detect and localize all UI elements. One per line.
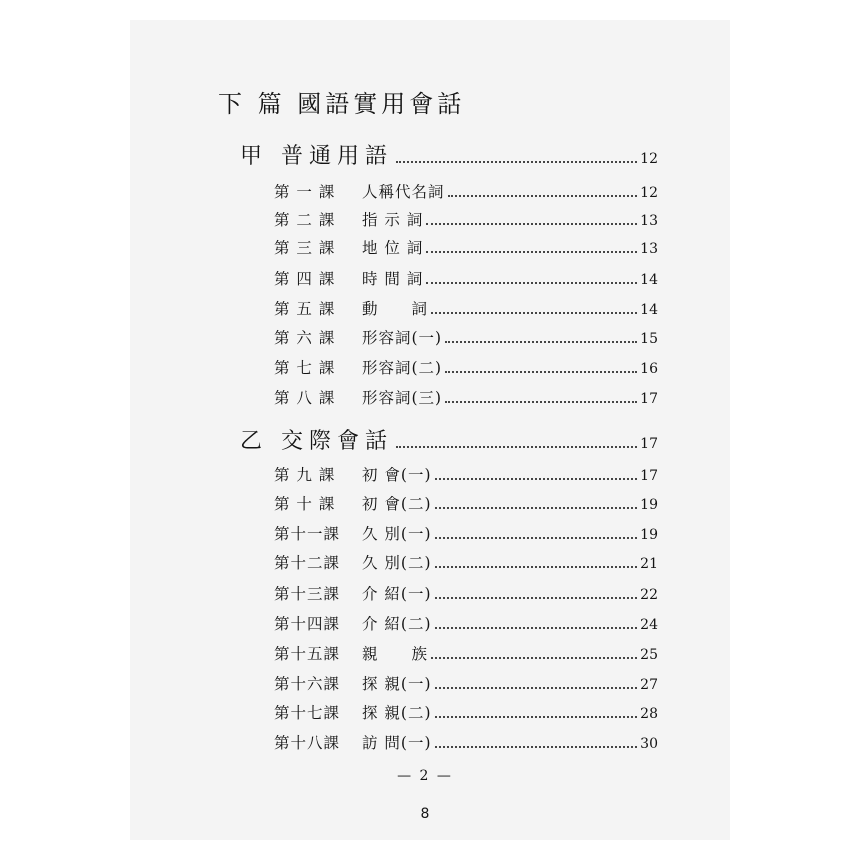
dot-leader [435, 746, 638, 748]
lesson-title: 時 間 詞 [362, 270, 424, 288]
lesson-number: 第 八 課 [274, 389, 336, 407]
lesson-number: 第 五 課 [274, 300, 336, 318]
page-number: 28 [640, 706, 658, 722]
lesson-number: 第十二課 [274, 554, 341, 572]
toc-lesson [274, 326, 658, 348]
toc-lesson [274, 208, 658, 230]
lesson-title: 久 別(一) [362, 525, 432, 543]
page-number: 13 [640, 241, 658, 257]
footer-page-number: — 2 — [397, 768, 453, 784]
lesson-number: 第 七 課 [274, 359, 336, 377]
dot-leader [435, 627, 638, 629]
page-number: 15 [640, 331, 658, 347]
page-number: 27 [640, 677, 658, 693]
toc-lesson [274, 642, 658, 664]
page-number: 25 [640, 647, 658, 663]
lesson-title: 形容詞(二) [362, 359, 443, 377]
dot-leader [396, 161, 637, 163]
page-number: 19 [640, 527, 658, 543]
dot-leader [445, 371, 637, 373]
dot-leader [426, 223, 637, 225]
page-number: 24 [640, 617, 658, 633]
dot-leader [435, 478, 638, 480]
scan-page-number: 8 [420, 806, 430, 822]
lesson-title: 形容詞(三) [362, 389, 443, 407]
toc-lesson [274, 582, 658, 604]
lesson-title: 久 別(二) [362, 554, 432, 572]
lesson-number: 第 六 課 [274, 329, 336, 347]
page-number: 17 [640, 436, 658, 452]
lesson-title: 介 紹(二) [362, 615, 432, 633]
page-number: 17 [640, 468, 658, 484]
toc-lesson [274, 522, 658, 544]
dot-leader [431, 312, 637, 314]
dot-leader [435, 716, 638, 718]
lesson-number: 第十三課 [274, 585, 341, 603]
toc-lesson [274, 386, 658, 408]
lesson-title: 指 示 詞 [362, 211, 424, 229]
toc-lesson [274, 551, 658, 573]
lesson-number: 第十六課 [274, 675, 341, 693]
dot-leader [396, 446, 637, 448]
section-title: 甲 普通用語 [240, 144, 393, 169]
toc-section [240, 424, 658, 455]
lesson-number: 第 九 課 [274, 466, 336, 484]
lesson-title: 初 會(二) [362, 495, 432, 513]
lesson-number: 第 四 課 [274, 270, 336, 288]
dot-leader [445, 401, 637, 403]
lesson-title: 探 親(一) [362, 675, 432, 693]
page-number: 21 [640, 556, 658, 572]
toc-lesson [274, 672, 658, 694]
lesson-number: 第十五課 [274, 645, 341, 663]
lesson-number: 第 二 課 [274, 211, 336, 229]
toc-section [240, 139, 658, 170]
dot-leader [431, 657, 637, 659]
dot-leader [435, 597, 638, 599]
lesson-title: 初 會(一) [362, 466, 432, 484]
lesson-number: 第 十 課 [274, 495, 336, 513]
lesson-title: 親 族 [362, 645, 429, 663]
page-number: 12 [640, 151, 658, 167]
toc-lesson [274, 701, 658, 723]
lesson-number: 第 三 課 [274, 239, 336, 257]
page-title: 下 篇 國語實用會話 [218, 90, 466, 118]
lesson-number: 第十一課 [274, 525, 341, 543]
dot-leader [435, 687, 638, 689]
dot-leader [448, 195, 638, 197]
lesson-number: 第十四課 [274, 615, 341, 633]
toc-lesson [274, 731, 658, 753]
toc-lesson [274, 492, 658, 514]
dot-leader [435, 507, 638, 509]
page-number: 30 [640, 736, 658, 752]
page-number: 19 [640, 497, 658, 513]
page-number: 16 [640, 361, 658, 377]
toc-lesson [274, 612, 658, 634]
dot-leader [435, 566, 638, 568]
page-number: 14 [640, 272, 658, 288]
toc-lesson [274, 356, 658, 378]
toc-lesson [274, 297, 658, 319]
lesson-number: 第十七課 [274, 704, 341, 722]
toc-lesson [274, 463, 658, 485]
toc-lesson [274, 180, 658, 202]
dot-leader [435, 537, 638, 539]
lesson-number: 第 一 課 [274, 183, 336, 201]
lesson-title: 地 位 詞 [362, 239, 424, 257]
lesson-title: 介 紹(一) [362, 585, 432, 603]
toc-lesson [274, 267, 658, 289]
lesson-title: 訪 問(一) [362, 734, 432, 752]
lesson-title: 人稱代名詞 [362, 183, 445, 201]
page-number: 22 [640, 587, 658, 603]
lesson-title: 形容詞(一) [362, 329, 443, 347]
toc-lesson [274, 236, 658, 258]
page-number: 17 [640, 391, 658, 407]
page-number: 14 [640, 302, 658, 318]
section-title: 乙 交際會話 [240, 429, 393, 454]
lesson-title: 動 詞 [362, 300, 429, 318]
dot-leader [426, 282, 637, 284]
dot-leader [426, 251, 637, 253]
lesson-title: 探 親(二) [362, 704, 432, 722]
dot-leader [445, 341, 637, 343]
lesson-number: 第十八課 [274, 734, 341, 752]
page-number: 12 [640, 185, 658, 201]
page-number: 13 [640, 213, 658, 229]
